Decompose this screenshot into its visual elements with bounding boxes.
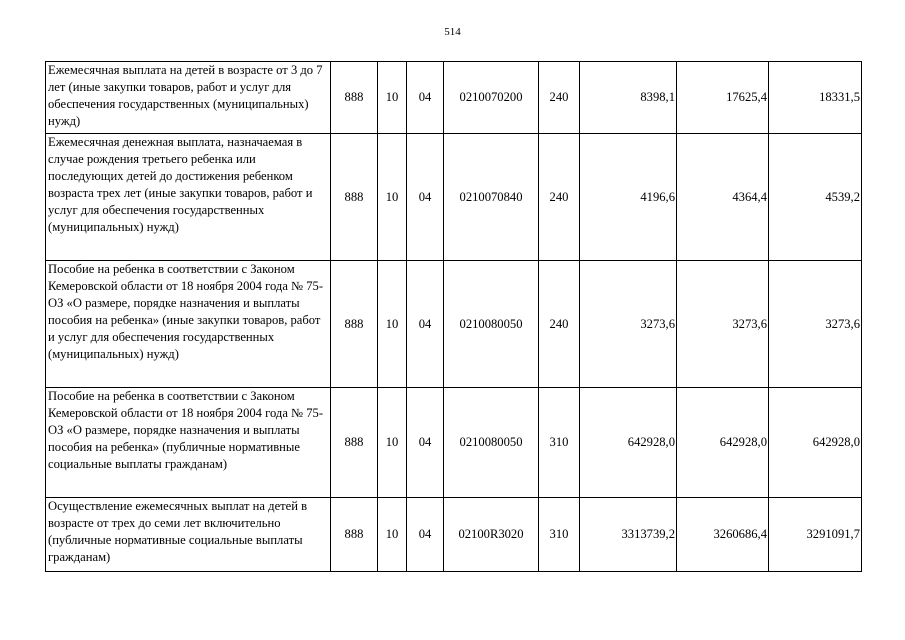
expense-type-cell: 240	[539, 134, 580, 261]
subsection-code-cell: 04	[407, 261, 444, 388]
amount-1-cell: 642928,0	[580, 388, 677, 498]
ministry-code-cell: 888	[331, 498, 378, 572]
section-code-cell: 10	[378, 261, 407, 388]
table-row	[46, 62, 862, 134]
amount-1-cell: 3273,6	[580, 261, 677, 388]
expense-type-cell: 240	[539, 261, 580, 388]
section-code-cell: 10	[378, 62, 407, 134]
amount-2-cell: 642928,0	[677, 388, 769, 498]
section-code-cell: 10	[378, 498, 407, 572]
table-row	[46, 388, 862, 498]
table-row	[46, 134, 862, 261]
amount-3-cell: 642928,0	[769, 388, 862, 498]
target-article-cell: 0210070200	[444, 62, 539, 134]
amount-2-cell: 4364,4	[677, 134, 769, 261]
amount-2-cell: 17625,4	[677, 62, 769, 134]
target-article-cell: 0210080050	[444, 261, 539, 388]
target-article-cell: 0210080050	[444, 388, 539, 498]
subsection-code-cell: 04	[407, 62, 444, 134]
amount-1-cell: 8398,1	[580, 62, 677, 134]
description-cell: Ежемесячная выплата на детей в возрасте от 3 до 7 лет (иные закупки товаров, работ и услуг для обеспечения государственных (муниципальных) нужд)	[46, 62, 331, 134]
description-cell: Осуществление ежемесячных выплат на детей в возрасте от трех до семи лет включительно (публичные нормативные социальные выплаты гражданам)	[46, 498, 331, 572]
description-cell: Ежемесячная денежная выплата, назначаемая в случае рождения третьего ребенка или последующих детей до достижения ребенком возраста трех лет (иные закупки товаров, работ и услуг для обеспечения государственных (муниципальных) нужд)	[46, 134, 331, 261]
amount-3-cell: 4539,2	[769, 134, 862, 261]
section-code-cell: 10	[378, 134, 407, 261]
amount-3-cell: 18331,5	[769, 62, 862, 134]
description-cell: Пособие на ребенка в соответствии с Законом Кемеровской области от 18 ноября 2004 года № 75-ОЗ «О размере, порядке назначения и выплаты пособия на ребенка» (публичные нормативные социальные выплаты гражданам)	[46, 388, 331, 498]
amount-3-cell: 3291091,7	[769, 498, 862, 572]
target-article-cell: 02100R3020	[444, 498, 539, 572]
ministry-code-cell: 888	[331, 62, 378, 134]
subsection-code-cell: 04	[407, 134, 444, 261]
amount-2-cell: 3273,6	[677, 261, 769, 388]
expense-type-cell: 310	[539, 388, 580, 498]
subsection-code-cell: 04	[407, 388, 444, 498]
target-article-cell: 0210070840	[444, 134, 539, 261]
expense-type-cell: 310	[539, 498, 580, 572]
section-code-cell: 10	[378, 388, 407, 498]
amount-2-cell: 3260686,4	[677, 498, 769, 572]
budget-table	[45, 61, 862, 572]
description-cell: Пособие на ребенка в соответствии с Законом Кемеровской области от 18 ноября 2004 года № 75-ОЗ «О размере, порядке назначения и выплаты пособия на ребенка» (иные закупки товаров, работ и услуг для обеспечения государственных (муниципальных) нужд)	[46, 261, 331, 388]
ministry-code-cell: 888	[331, 261, 378, 388]
table-row	[46, 498, 862, 572]
ministry-code-cell: 888	[331, 134, 378, 261]
expense-type-cell: 240	[539, 62, 580, 134]
page-number: 514	[444, 26, 461, 38]
amount-3-cell: 3273,6	[769, 261, 862, 388]
ministry-code-cell: 888	[331, 388, 378, 498]
subsection-code-cell: 04	[407, 498, 444, 572]
amount-1-cell: 4196,6	[580, 134, 677, 261]
table-row	[46, 261, 862, 388]
amount-1-cell: 3313739,2	[580, 498, 677, 572]
